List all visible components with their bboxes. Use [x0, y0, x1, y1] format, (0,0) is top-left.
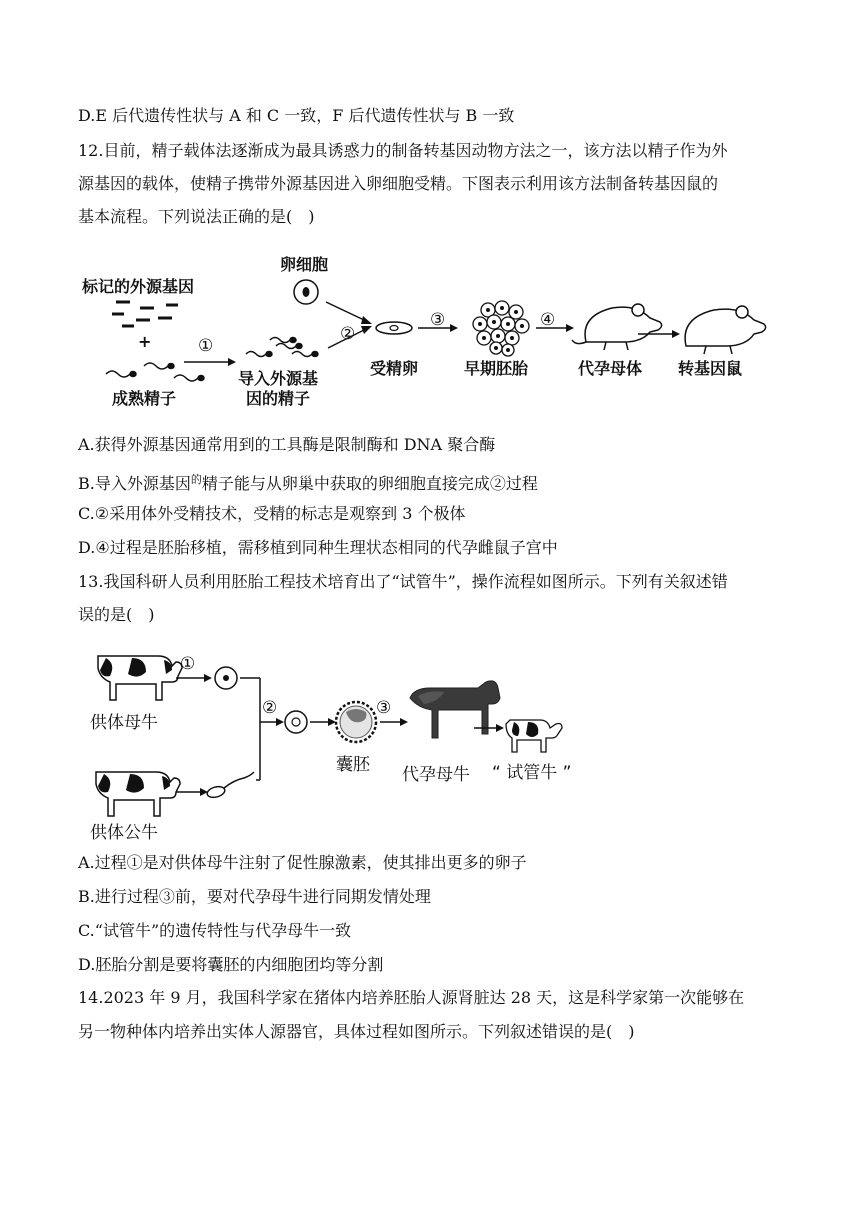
arrow-egg-to-zygote: [326, 302, 364, 320]
fertilized-egg-icon: [285, 711, 307, 733]
label-step1: ①: [198, 336, 214, 356]
q12-option-b-post: 精子能与从卵巢中获取的卵细胞直接完成②过程: [201, 474, 538, 493]
q13-stem-line1: 13.我国科研人员利用胚胎工程技术培育出了“试管牛”，操作流程如图所示。下列有关叙述错: [78, 572, 728, 591]
label-q13-step3: ③: [376, 698, 392, 718]
label-early-embryo: 早期胚胎: [464, 359, 529, 378]
label-plus: +: [138, 332, 152, 351]
label-surrogate-cow: 代孕母牛: [402, 765, 470, 785]
q11-option-d: D.E 后代遗传性状与 A 和 C 一致，F 后代遗传性状与 B 一致: [78, 106, 515, 125]
label-mature-sperm: 成熟精子: [112, 389, 177, 408]
gene-fragments-icon: [112, 302, 178, 326]
surrogate-cow-icon: [410, 681, 500, 738]
q13-figure-graphics: [84, 640, 604, 840]
q14-stem-line2: 另一物种体内培养出实体人源器官，具体过程如图所示。下列叙述错误的是( ): [78, 1022, 635, 1041]
donor-cow-icon: [98, 656, 182, 700]
egg-cell-icon: [294, 280, 318, 304]
zygote-icon: [376, 322, 412, 334]
oocyte-icon: [215, 667, 237, 689]
q13-option-d: D.胚胎分割是要将囊胚的内细胞团均等分割: [78, 955, 384, 974]
q14-stem-line1: 14.2023 年 9 月，我国科学家在猪体内培养胚胎人源肾脏达 28 天，这是科学家第一次能够在: [78, 988, 745, 1007]
q13-figure: [84, 640, 604, 843]
blastocyst-icon: [336, 702, 376, 742]
sperm-with-gene-icon: [246, 338, 318, 357]
q12-option-b-sup: 的: [190, 473, 202, 486]
label-blastocyst: 囊胚: [336, 755, 370, 775]
donor-bull-icon: [96, 772, 180, 816]
q12-stem-line2: 源基因的载体，使精子携带外源基因进入卵细胞受精。下图表示利用该方法制备转基因鼠的: [78, 174, 719, 193]
label-transgenic-mouse: 转基因鼠: [678, 359, 743, 378]
q12-option-b-pre: B.导入外源基因: [78, 474, 191, 493]
label-egg-cell: 卵细胞: [280, 255, 329, 274]
q12-option-a: A.获得外源基因通常用到的工具酶是限制酶和 DNA 聚合酶: [78, 435, 496, 454]
test-tube-calf-icon: [506, 720, 562, 752]
q12-stem-line3: 基本流程。下列说法正确的是( ): [78, 207, 315, 226]
label-donor-bull: 供体公牛: [90, 823, 158, 843]
label-labeled-gene: 标记的外源基因: [82, 277, 195, 296]
label-surrogate: 代孕母体: [578, 359, 643, 378]
q13-option-a: A.过程①是对供体母牛注射了促性腺激素，使其排出更多的卵子: [78, 853, 527, 872]
label-test-tube-calf: “ 试管牛 ”: [492, 763, 572, 783]
q13-stem-line2: 误的是( ): [78, 605, 155, 624]
label-zygote: 受精卵: [370, 359, 419, 378]
label-donor-cow: 供体母牛: [90, 713, 158, 733]
label-step3: ③: [430, 310, 446, 330]
label-step2: ②: [340, 324, 356, 344]
q12-stem-line1: 12.目前，精子载体法逐渐成为最具诱惑力的制备转基因动物方法之一，该方法以精子作为外: [78, 141, 728, 160]
q13-option-b: B.进行过程③前，要对代孕母牛进行同期发情处理: [78, 887, 431, 906]
q13-option-c: C.“试管牛”的遗传特性与代孕母牛一致: [78, 921, 352, 940]
q12-figure: [78, 250, 778, 420]
q12-option-d: D.④过程是胚胎移植，需移植到同种生理状态相同的代孕雌鼠子宫中: [78, 538, 558, 557]
label-step4: ④: [540, 310, 556, 330]
surrogate-mouse-icon: [572, 304, 662, 350]
label-q13-step1: ①: [180, 654, 196, 674]
mature-sperm-icon: [106, 363, 204, 381]
label-sperm-gene-line2: 因的精子: [246, 389, 311, 408]
label-q13-step2: ②: [262, 698, 278, 718]
label-sperm-gene-line1: 导入外源基: [238, 369, 319, 388]
bull-sperm-icon: [206, 772, 254, 799]
transgenic-mouse-icon: [685, 306, 766, 354]
q12-option-b: [78, 469, 538, 495]
q12-option-c: C.②采用体外受精技术，受精的标志是观察到 3 个极体: [78, 504, 466, 523]
